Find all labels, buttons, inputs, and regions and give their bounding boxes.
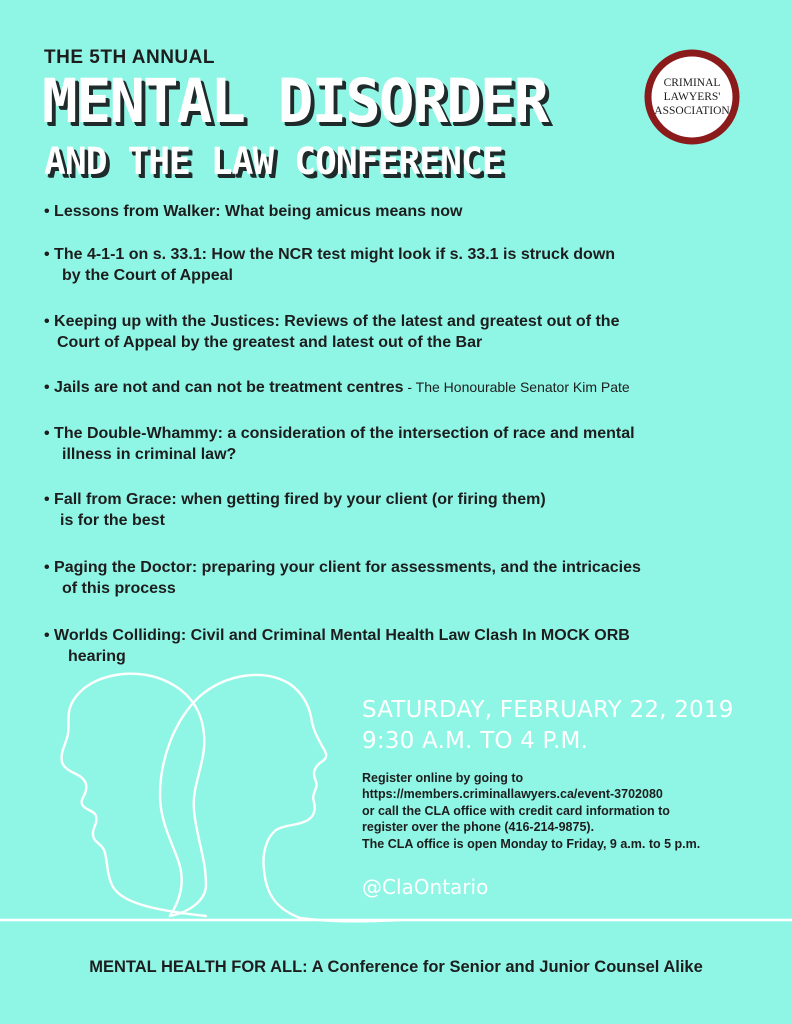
session-title: • Jails are not and can not be treatment centres xyxy=(44,379,404,396)
registration-line: or call the CLA office with credit card information to xyxy=(362,803,670,818)
session-item xyxy=(44,489,546,531)
session-line: • Keeping up with the Justices: Reviews of the latest and greatest out of the xyxy=(44,313,620,330)
session-line: • Fall from Grace: when getting fired by your client (or firing them) xyxy=(44,491,546,508)
session-line: is for the best xyxy=(60,512,165,529)
session-line: • Paging the Doctor: preparing your client for assessments, and the intricacies xyxy=(44,559,641,576)
registration-line: Register online by going to xyxy=(362,771,524,785)
session-line: Court of Appeal by the greatest and latest out of the Bar xyxy=(57,334,483,351)
session-line: hearing xyxy=(68,648,126,665)
logo-line: LAWYERS' xyxy=(663,91,721,103)
session-item xyxy=(44,311,619,353)
session-line: of this process xyxy=(62,580,176,597)
registration-link[interactable]: https://members.criminallawyers.ca/event-3702080 xyxy=(362,787,663,802)
session-line: • The Double-Whammy: a consideration of the intersection of race and mental xyxy=(44,425,635,442)
social-handle[interactable]: @ClaOntario xyxy=(362,875,489,899)
event-date: SATURDAY, FEBRUARY 22, 2019 xyxy=(362,697,734,723)
session-item xyxy=(44,557,641,599)
page-title: MENTAL DISORDER xyxy=(42,66,548,137)
event-datetime xyxy=(362,695,734,757)
session-item xyxy=(44,201,462,222)
logo-line: CRIMINAL xyxy=(663,77,721,89)
registration-info xyxy=(362,770,762,852)
session-line: by the Court of Appeal xyxy=(62,267,233,284)
event-time: 9:30 A.M. TO 4 P.M. xyxy=(362,728,589,754)
logo-text xyxy=(643,48,741,146)
pre-title: THE 5TH ANNUAL xyxy=(44,47,215,68)
session-item xyxy=(44,423,635,465)
session-line xyxy=(44,377,630,398)
registration-line: register over the phone (416-214-9875). xyxy=(362,820,595,835)
session-line: • Worlds Colliding: Civil and Criminal Mental Health Law Clash In MOCK ORB xyxy=(44,627,630,644)
page-subtitle: AND THE LAW CONFERENCE xyxy=(44,140,503,183)
session-line: • Lessons from Walker: What being amicus means now xyxy=(44,203,463,220)
cla-logo xyxy=(643,48,741,146)
footer-tagline: MENTAL HEALTH FOR ALL: A Conference for Senior and Junior Counsel Alike xyxy=(89,958,703,976)
registration-line: The CLA office is open Monday to Friday, 9 a.m. to 5 p.m. xyxy=(362,836,701,851)
session-line: • The 4-1-1 on s. 33.1: How the NCR test might look if s. 33.1 is struck down xyxy=(44,246,616,263)
session-item xyxy=(44,377,630,398)
session-line: illness in criminal law? xyxy=(62,446,237,463)
session-item xyxy=(44,244,615,286)
session-speaker: - The Honourable Senator Kim Pate xyxy=(403,379,630,395)
logo-line: ASSOCIATION xyxy=(654,105,730,117)
